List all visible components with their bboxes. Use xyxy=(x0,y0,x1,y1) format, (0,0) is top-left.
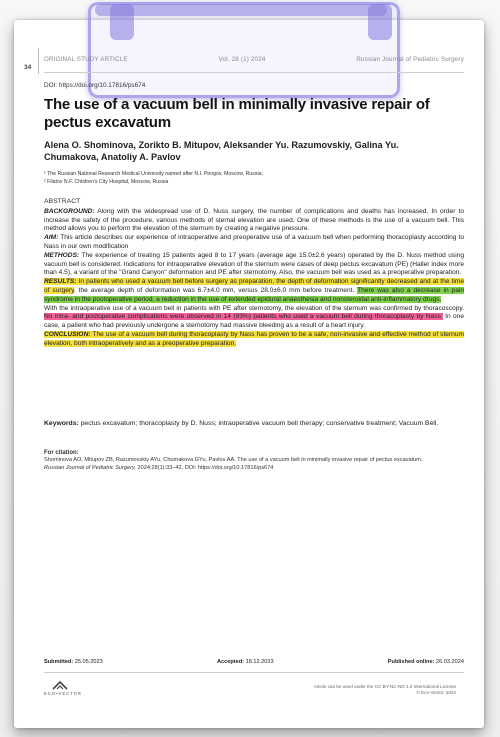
license-info xyxy=(256,684,456,697)
keywords xyxy=(44,419,464,428)
conclusion-label: CONCLUSION: xyxy=(44,330,91,338)
affiliation-2: ² Filatov N.F. Children's City Hospital, Moscow, Russia xyxy=(44,179,169,185)
citation-journal: Russian Journal of Pediatric Surgery. xyxy=(44,464,136,471)
methods-label: METHODS: xyxy=(44,251,80,259)
journal-name: Russian Journal of Pediatric Surgery xyxy=(356,56,464,63)
keywords-label: Keywords: xyxy=(44,420,79,427)
article-type: ORIGINAL STUDY ARTICLE xyxy=(44,56,128,63)
doi-link[interactable]: DOI: https://doi.org/10.17816/ps674 xyxy=(44,82,146,89)
abstract-results-cont xyxy=(44,305,464,331)
abstract-conclusion xyxy=(44,331,464,349)
results-highlight-yellow: In patients who used a vacuum bell before surgery as preparation, the depth of deformation significantly decreased and at the time of surgery xyxy=(44,278,464,294)
license-text: Article can be used under the CC BY-NC-ND 4.0 International License xyxy=(313,684,456,689)
clip-hinge-left xyxy=(110,4,134,40)
results-label: RESULTS: xyxy=(44,278,77,286)
citation-heading: For citation: xyxy=(44,450,79,456)
article-title: The use of a vacuum bell in minimally invasive repair of pectus excavatum xyxy=(44,96,430,131)
clip-hinge-right xyxy=(368,4,392,40)
results-highlight-green: There was also a decrease in pain syndrome in the postoperative period, a reduction in the use of extended epidural anaesthesia and nonsteroidal anti-inflammatory drugs. xyxy=(44,286,465,303)
citation xyxy=(44,450,464,472)
submitted-label: Submitted: xyxy=(44,659,74,665)
keywords-text: pectus excavatum; thoracoplasty by D. Nuss; intraoperative vacuum bell therapy; conservative treatment; Vacuum Bell. xyxy=(78,420,439,427)
accepted-date xyxy=(217,659,274,665)
aim-text: This article describes our experience of intraoperative and preoperative use of a vacuum bell when performing thoracoplasty according to Nass in our own modification xyxy=(44,234,464,250)
abstract-aim xyxy=(44,234,464,252)
results-text-1: , the average depth of deformation was 6.7±4.0 mm, versus 28.0±6.0 mm before treatment. xyxy=(73,286,358,294)
citation-line-2: 2024;28(1):33–42. DOI: https://doi.org/10.17816/ps674 xyxy=(135,464,274,471)
submitted-value: 25.05.2023 xyxy=(73,659,103,665)
results-text-2: With the intraoperative use of a vacuum bell in patients with PE after sternotomy, the elevation of the sternum was confirmed by thoracoscopy. xyxy=(44,304,464,312)
aim-label: AIM: xyxy=(44,234,59,242)
methods-text: The experience of treating 15 patients aged 8 to 17 years (average age 15.0±2.6 years) operated by the D. Nuss method using vacuum bell is considered. Indications for intraoperative elevation of the sternum were cases of deep pectus excavatum (PE) (Haller index more than 4.5), a variant of the "Grand Canyon" deformation and PE after sternotomy. Also, the vacuum bell was used as a preoperative preparation. xyxy=(44,251,464,277)
accepted-label: Accepted: xyxy=(216,659,245,665)
published-date xyxy=(388,659,464,665)
header-divider xyxy=(38,48,39,74)
copyright-text: © Eco-Vector, 2024 xyxy=(416,690,456,696)
background-text: Along with the widespread use of D. Nuss surgery, the number of complications and deaths has increased. In order to increase the safety of the procedure, various methods of sternal elevation are used. One of these methods is the use of a vacuum bell. This method allows you to perform the elevation of the sternum by creating a negative pressure. xyxy=(44,207,464,233)
affiliations xyxy=(44,170,464,186)
article-dates xyxy=(44,659,464,665)
footer-rule xyxy=(44,672,464,673)
abstract-heading: ABSTRACT xyxy=(44,198,81,205)
background-label: BACKGROUND: xyxy=(44,207,95,215)
abstract xyxy=(44,198,464,349)
abstract-methods xyxy=(44,252,464,278)
submitted-date xyxy=(44,659,103,665)
author-list: Alena O. Shominova, Zorikto B. Mitupov, Aleksander Yu. Razumovskiy, Galina Yu. Chumakova, Anatoliy A. Pavlov xyxy=(44,140,399,162)
conclusion-text: The use of a vacuum bell during thoracoplasty by Nass has proven to be a safe, non-invasive and effective method of sternum elevation, both intraoperatively and as a preoperative preparation. xyxy=(44,330,464,347)
running-header xyxy=(44,56,464,63)
header-rule xyxy=(44,72,464,73)
abstract-background xyxy=(44,208,464,234)
results-highlight-pink: No intra- and postoperative complications were observed in 14 (93%) patients who used a vacuum bell during thoracoplasty by Nass. xyxy=(44,313,443,321)
volume: Vol. 28 (1) 2024 xyxy=(218,56,266,63)
affiliation-1: ¹ The Russian National Research Medical University named after N.I. Pirogov, Moscow, Russia; xyxy=(44,171,263,177)
publisher-logo xyxy=(44,681,104,699)
logo-text: ECO•VECTOR xyxy=(44,691,82,696)
published-label: Published online: xyxy=(387,659,435,665)
abstract-results xyxy=(44,278,464,304)
page-number: 34 xyxy=(24,64,32,71)
eco-vector-icon xyxy=(52,681,68,690)
published-value: 26.03.2024 xyxy=(434,659,464,665)
clipboard-clip-bar xyxy=(95,4,387,16)
results-text-3: In one case, a patient who had previously undergone a sternotomy had massive bleeding as a result of a heart injury. xyxy=(44,313,464,330)
accepted-value: 18.12.2023 xyxy=(244,659,274,665)
citation-line-1: Shominova AO, Mitupov ZB, Razumovskiy AYu, Chumakova GYu, Pavlov AA. The use of a vacuum bell in minimally invasive repair of pectus excavatum. xyxy=(44,457,423,464)
